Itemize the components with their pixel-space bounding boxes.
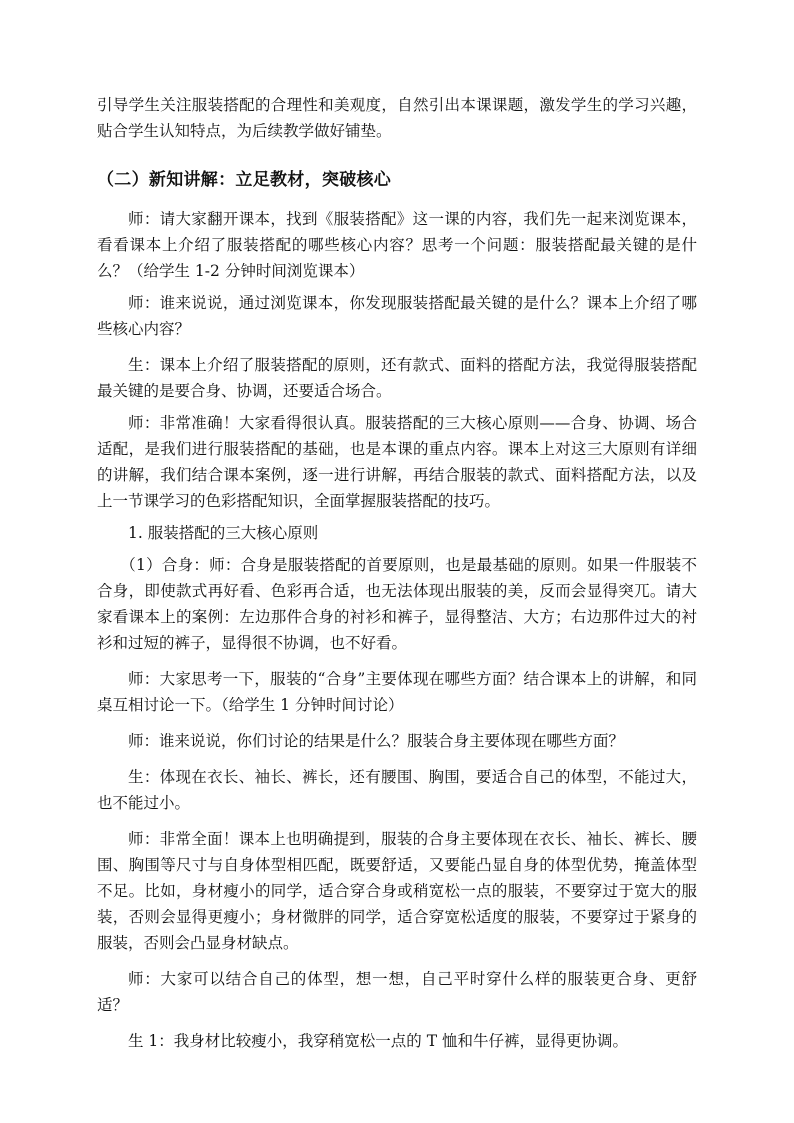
- document-body: [97, 92, 697, 1054]
- teacher-paragraph-7: 师：大家可以结合自己的体型，想一想，自己平时穿什么样的服装更合身、更舒适？: [97, 970, 697, 1014]
- student-paragraph-3: 生 1：我身材比较瘦小，我穿稍宽松一点的 T 恤和牛仔裤，显得更协调。: [128, 1032, 628, 1050]
- teacher-paragraph-2: 师：谁来说说，通过浏览课本，你发现服装搭配最关键的是什么？课本上介绍了哪些核心内容？: [97, 294, 697, 338]
- teacher-paragraph-3: 师：非常准确！大家看得很认真。服装搭配的三大核心原则——合身、协调、场合适配，是我们进行服装搭配的基础，也是本课的重点内容。课本上对这三大原则有详细的讲解，我们结合课本案例，逐一进行讲解，再结合服装的款式、面料搭配方法，以及上一节课学习的色彩搭配知识，全面掌握服装搭配的技巧。: [97, 414, 697, 510]
- student-paragraph-1: 生：课本上介绍了服装搭配的原则，还有款式、面料的搭配方法，我觉得服装搭配最关键的是要合身、协调，还要适合场合。: [97, 356, 697, 400]
- subsection-heading: 1. 服装搭配的三大核心原则: [128, 524, 319, 542]
- section-heading: （二）新知讲解：立足教材，突破核心: [97, 170, 392, 190]
- intro-paragraph: 引导学生关注服装搭配的合理性和美观度，自然引出本课课题，激发学生的学习兴趣，贴合学生认知特点，为后续教学做好铺垫。: [97, 96, 697, 140]
- student-paragraph-2: 生：体现在衣长、袖长、裤长，还有腰围、胸围，要适合自己的体型，不能过大，也不能过小。: [97, 768, 697, 812]
- teacher-paragraph-5: 师：谁来说说，你们讨论的结果是什么？服装合身主要体现在哪些方面？: [128, 732, 625, 750]
- teacher-paragraph-1: 师：请大家翻开课本，找到《服装搭配》这一课的内容，我们先一起来浏览课本，看看课本上介绍了服装搭配的哪些核心内容？思考一个问题：服装搭配最关键的是什么？（给学生 1-2 分钟时间浏览课本）: [97, 210, 697, 280]
- teacher-paragraph-6: 师：非常全面！课本上也明确提到，服装的合身主要体现在衣长、袖长、裤长、腰围、胸围等尺寸与自身体型相匹配，既要舒适，又要能凸显自身的体型优势，掩盖体型不足。比如，身材瘦小的同学，适合穿合身或稍宽松一点的服装，不要穿过于宽大的服装，否则会显得更瘦小；身材微胖的同学，适合穿宽松适度的服装，不要穿过于紧身的服装，否则会凸显身材缺点。: [97, 830, 697, 952]
- teacher-paragraph-4: 师：大家思考一下，服装的“合身”主要体现在哪些方面？结合课本上的讲解，和同桌互相讨论一下。（给学生 1 分钟时间讨论）: [97, 670, 697, 714]
- principle-fit-paragraph: （1）合身：师：合身是服装搭配的首要原则，也是最基础的原则。如果一件服装不合身，即使款式再好看、色彩再合适，也无法体现出服装的美，反而会显得突兀。请大家看课本上的案例：左边那件合身的衬衫和裤子，显得整洁、大方；右边那件过大的衬衫和过短的裤子，显得很不协调，也不好看。: [97, 556, 697, 652]
